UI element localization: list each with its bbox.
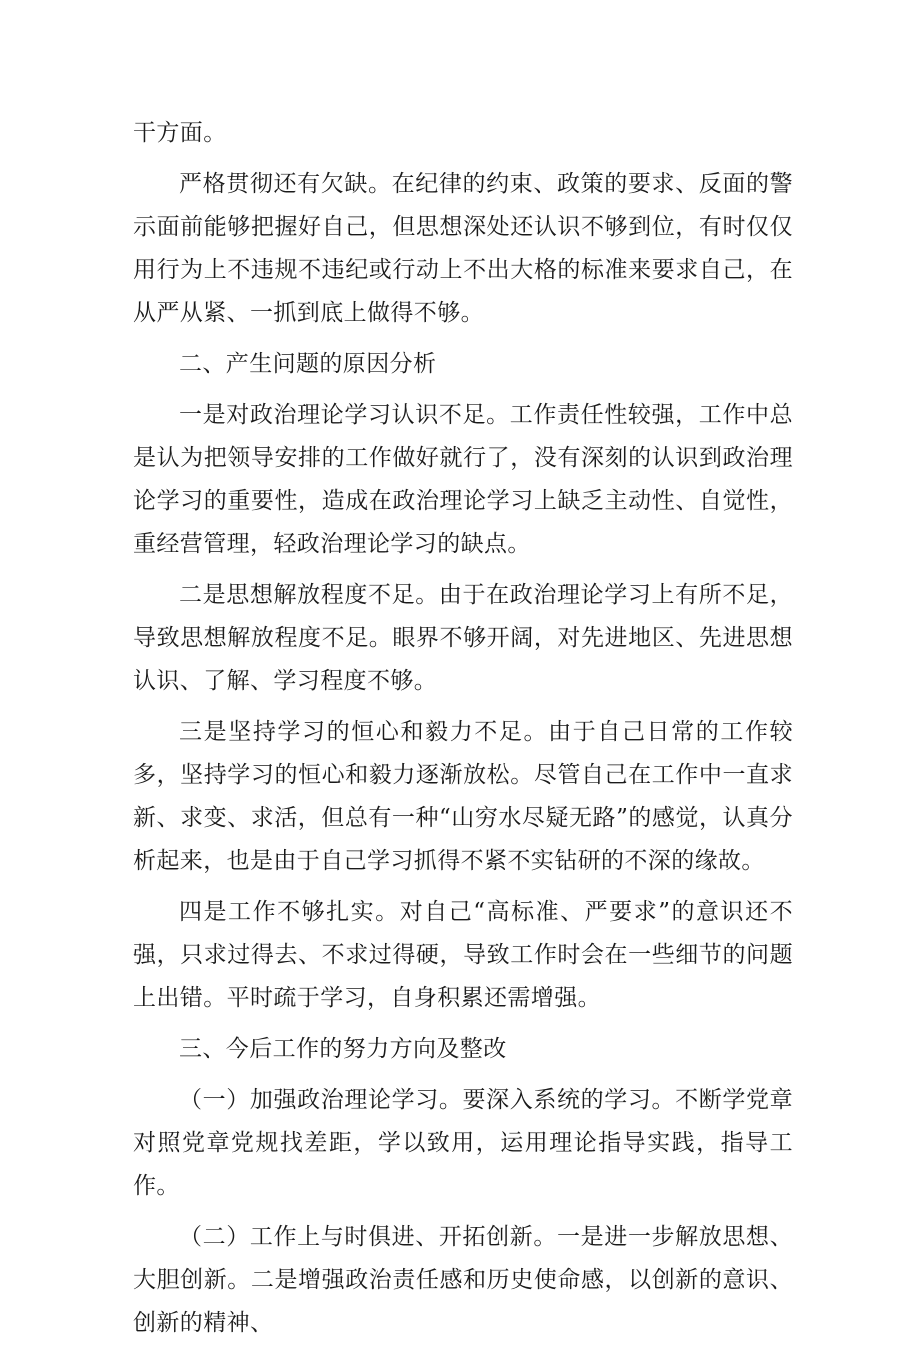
section-heading-rectification: 三、今后工作的努力方向及整改 [179,1036,507,1062]
paragraph-cause-4: 四是工作不够扎实。对自己“高标准、严要求”的意识还不强，只求过得去、不求过得硬，导致工作时会在一些细节的问题上出错。平时疏于学习，自身积累还需增强。 [133,899,793,1011]
paragraph-continuation: 干方面。 [133,120,227,146]
section-heading-causes: 二、产生问题的原因分析 [179,351,437,377]
paragraph-cause-3: 三是坚持学习的恒心和毅力不足。由于自己日常的工作较多，坚持学习的恒心和毅力逐渐放松。尽管自己在工作中一直求新、求变、求活，但总有一种“山穷水尽疑无路”的感觉，认真分析起来，也是由于自己学习抓得不紧不实钻研的不深的缘故。 [133,719,793,874]
document-body [133,112,793,1353]
paragraph-measure-1: （一）加强政治理论学习。要深入系统的学习。不断学党章对照党章党规找差距，学以致用，运用理论指导实践，指导工作。 [133,1087,793,1199]
paragraph-discipline: 严格贯彻还有欠缺。在纪律的约束、政策的要求、反面的警示面前能够把握好自己，但思想深处还认识不够到位，有时仅仅用行为上不违规不违纪或行动上不出大格的标准来要求自己，在从严从紧、一抓到底上做得不够。 [133,171,793,326]
paragraph-cause-2: 二是思想解放程度不足。由于在政治理论学习上有所不足，导致思想解放程度不足。眼界不够开阔，对先进地区、先进思想认识、了解、学习程度不够。 [133,582,793,694]
paragraph-cause-1: 一是对政治理论学习认识不足。工作责任性较强，工作中总是认为把领导安排的工作做好就行了，没有深刻的认识到政治理论学习的重要性，造成在政治理论学习上缺乏主动性、自觉性，重经营管理，轻政治理论学习的缺点。 [133,402,793,557]
paragraph-measure-2: （二）工作上与时俱进、开拓创新。一是进一步解放思想、大胆创新。二是增强政治责任感和历史使命感，以创新的意识、创新的精神、 [133,1224,793,1336]
